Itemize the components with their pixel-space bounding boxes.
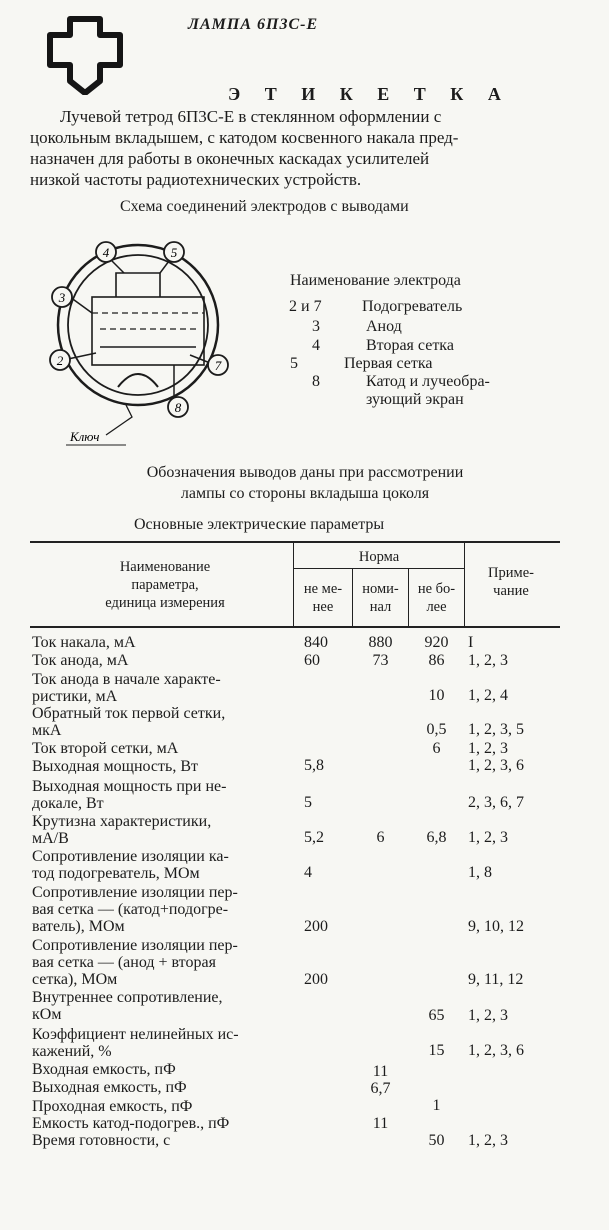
header-norm: Норма <box>358 549 400 565</box>
description-line: низкой частоты радиотехнических устройств. <box>30 170 362 189</box>
header-note-line: Приме- <box>488 565 534 581</box>
param-note: 1, 2, 4 <box>468 687 508 704</box>
param-min: 60 <box>304 652 320 669</box>
electrode-pins: 3 <box>312 318 320 335</box>
param-name: Сопротивление изоляции ка- тод подогреватель, МОм <box>32 848 229 882</box>
param-name: Выходная мощность, Вт <box>32 758 198 775</box>
param-max: 10 <box>428 687 445 704</box>
param-note: 1, 2, 3 <box>468 1132 508 1149</box>
param-name: Ток анода в начале характе- ристики, мА <box>32 671 221 705</box>
param-name: Время готовности, с <box>32 1132 171 1149</box>
pin-label: 4 <box>102 245 110 260</box>
param-max: 15 <box>428 1042 445 1059</box>
electrode-name: Катод и лучеобра- <box>366 373 490 390</box>
param-max: 920 <box>424 634 449 651</box>
param-nom: 880 <box>368 634 393 651</box>
electrode-name: зующий экран <box>366 391 464 408</box>
header-note <box>466 564 556 600</box>
param-name: Крутизна характеристики, мА/В <box>32 813 212 847</box>
param-min: 840 <box>304 634 328 651</box>
header-nominal <box>353 580 408 616</box>
electrode-pins: 2 и 7 <box>289 298 322 315</box>
quality-mark-logo-icon <box>40 15 130 95</box>
param-note: 9, 10, 12 <box>468 918 524 935</box>
table-divider <box>294 568 464 569</box>
param-min: 200 <box>304 971 328 988</box>
param-note: 1, 2, 3, 5 <box>468 721 524 738</box>
electrode-heading: Наименование электрода <box>290 272 461 289</box>
param-min: 4 <box>304 864 312 881</box>
param-min: 5,8 <box>304 757 324 774</box>
param-name: Ток анода, мА <box>32 652 129 669</box>
param-name: Входная емкость, пФ <box>32 1061 176 1078</box>
param-min: 5,2 <box>304 829 324 846</box>
param-name: Сопротивление изоляции пер- вая сетка — (анод + вторая сетка), МОм <box>32 937 238 988</box>
electrode-pins: 5 <box>290 355 298 372</box>
pin-label: 7 <box>214 358 222 373</box>
electrode-name: Подогреватель <box>362 298 463 315</box>
param-nom: 6 <box>376 829 385 846</box>
description-line: цокольным вкладышем, с катодом косвенного накала пред- <box>30 128 459 147</box>
param-name: Ток второй сетки, мА <box>32 740 179 757</box>
param-max: 6 <box>432 740 441 757</box>
param-max: 50 <box>428 1132 445 1149</box>
lamp-title: ЛАМПА 6П3С-Е <box>188 16 319 33</box>
pins-note-line: лампы со стороны вкладыша цоколя <box>180 485 430 502</box>
param-note: 1, 2, 3, 6 <box>468 757 524 774</box>
param-name: Ток накала, мА <box>32 634 136 651</box>
table-header-rule <box>30 626 560 628</box>
electrode-pins: 8 <box>312 373 320 390</box>
param-nom: 6,7 <box>370 1080 391 1097</box>
pins-note-line: Обозначения выводов даны при рассмотрении <box>146 464 464 481</box>
param-note: 1, 2, 3 <box>468 652 508 669</box>
table-top-rule <box>30 541 560 543</box>
header-min-line: не ме- <box>303 581 343 597</box>
header-nominal-line: нал <box>369 599 392 615</box>
header-name <box>40 558 290 612</box>
header-note-line: чание <box>493 583 529 599</box>
electrode-name: Первая сетка <box>344 355 433 372</box>
param-note: 1, 2, 3 <box>468 1007 508 1024</box>
param-min: 5 <box>304 794 312 811</box>
param-note: 1, 2, 3 <box>468 740 508 757</box>
param-min: 200 <box>304 918 328 935</box>
header-name-line: параметра, <box>131 577 199 593</box>
param-note: 9, 11, 12 <box>468 971 524 988</box>
pinout-diagram <box>40 235 240 455</box>
pin-label: 3 <box>58 290 66 305</box>
header-name-line: единица измерения <box>105 595 225 611</box>
param-note: 2, 3, 6, 7 <box>468 794 524 811</box>
header-min <box>294 580 352 616</box>
param-name: Выходная мощность при не- докале, Вт <box>32 778 227 812</box>
description-line: Лучевой тетрод 6П3С-Е в стеклянном оформлении с <box>60 107 442 126</box>
params-title: Основные электрические параметры <box>134 516 385 533</box>
pin-label: 5 <box>170 245 178 260</box>
param-nom: 73 <box>372 652 389 669</box>
pins-note <box>70 462 540 504</box>
param-max: 1 <box>432 1097 441 1114</box>
param-name: Сопротивление изоляции пер- вая сетка — (катод+подогре- ватель), МОм <box>32 884 238 935</box>
param-note: 1, 2, 3 <box>468 829 508 846</box>
param-nom: 11 <box>372 1115 389 1132</box>
pin-label: 8 <box>174 400 182 415</box>
param-note: I <box>468 634 474 651</box>
param-max: 86 <box>428 652 445 669</box>
table-divider <box>464 541 465 627</box>
param-name: Проходная емкость, пФ <box>32 1098 193 1115</box>
param-name: Выходная емкость, пФ <box>32 1079 187 1096</box>
electrode-pins: 4 <box>312 337 320 354</box>
description <box>30 106 562 190</box>
electrode-name: Вторая сетка <box>366 337 454 354</box>
pin-label: 2 <box>56 353 64 368</box>
param-max: 65 <box>428 1007 445 1024</box>
header-max-line: не бо- <box>417 581 456 597</box>
header-name-line: Наименование <box>119 559 211 575</box>
electrode-name: Анод <box>366 318 402 335</box>
header-max <box>409 580 464 616</box>
header-min-line: нее <box>312 599 334 615</box>
param-max: 6,8 <box>426 829 447 846</box>
param-note: 1, 2, 3, 6 <box>468 1042 524 1059</box>
key-label: Ключ <box>70 429 100 444</box>
param-nom: 11 <box>372 1063 389 1080</box>
header-nominal-line: номи- <box>362 581 399 597</box>
param-name: Коэффициент нелинейных ис- кажений, % <box>32 1026 239 1060</box>
param-note: 1, 8 <box>468 864 492 881</box>
param-name: Внутреннее сопротивление, кОм <box>32 989 223 1023</box>
header-max-line: лее <box>426 599 447 615</box>
schema-title: Схема соединений электродов с выводами <box>120 198 409 215</box>
param-name: Емкость катод-подогрев., пФ <box>32 1115 230 1132</box>
label-heading: Э Т И К Е Т К А <box>228 84 511 104</box>
description-line: назначен для работы в оконечных каскадах усилителей <box>30 149 430 168</box>
param-max: 0,5 <box>426 721 447 738</box>
param-name: Обратный ток первой сетки, мкА <box>32 705 226 739</box>
